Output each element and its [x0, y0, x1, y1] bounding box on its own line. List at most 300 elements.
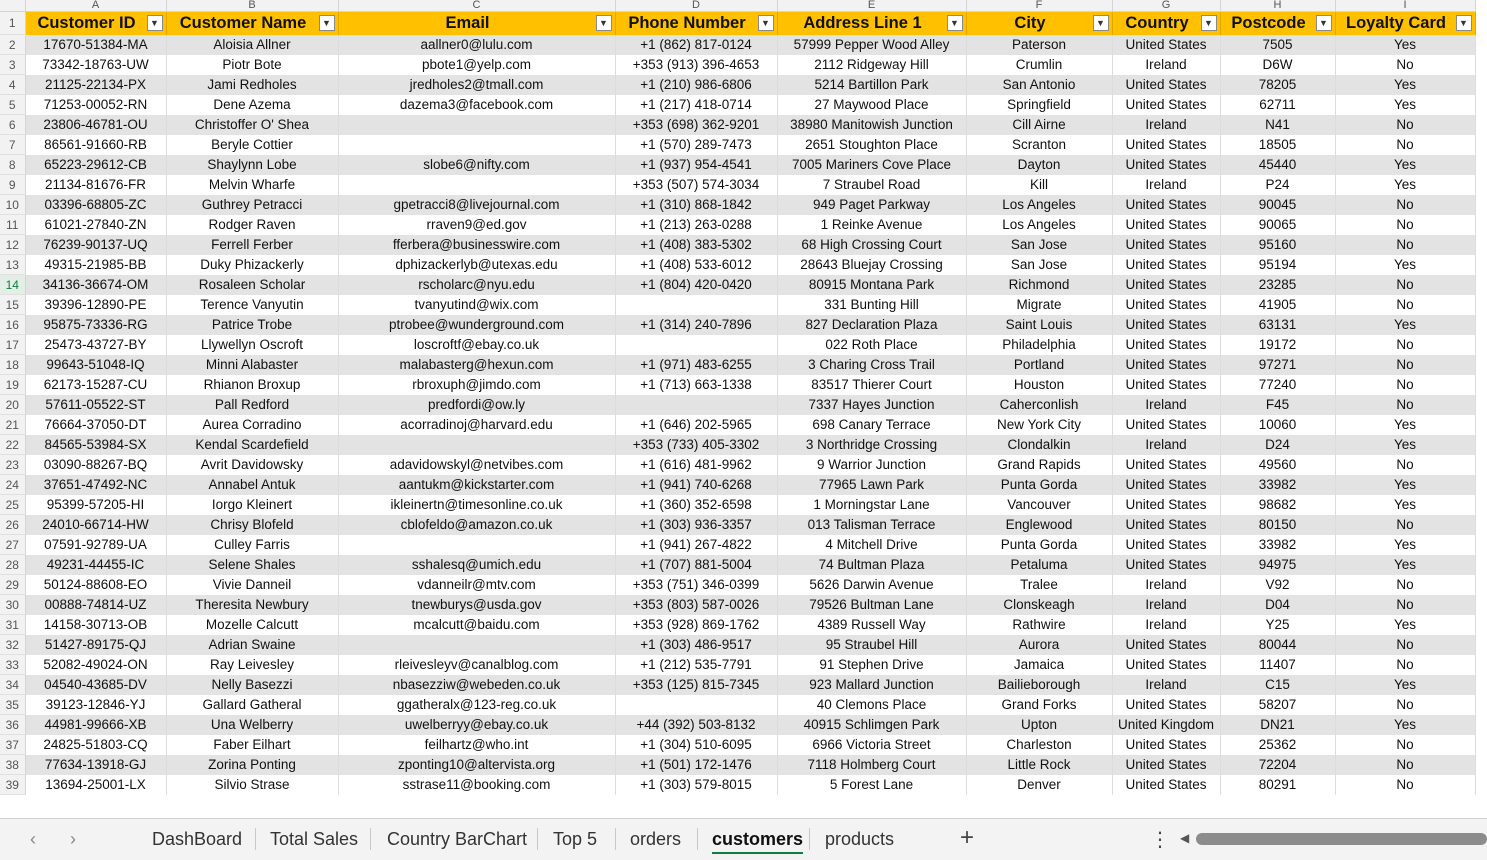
- cell[interactable]: 9 Warrior Junction: [777, 455, 966, 475]
- cell[interactable]: 86561-91660-RB: [25, 135, 166, 155]
- cell[interactable]: 23285: [1220, 275, 1335, 295]
- cell[interactable]: Annabel Antuk: [166, 475, 338, 495]
- cell[interactable]: Nelly Basezzi: [166, 675, 338, 695]
- cell[interactable]: 58207: [1220, 695, 1335, 715]
- cell[interactable]: malabasterg@hexun.com: [338, 355, 615, 375]
- row-number[interactable]: 32: [0, 635, 25, 655]
- cell[interactable]: 13694-25001-LX: [25, 775, 166, 795]
- cell[interactable]: 76664-37050-DT: [25, 415, 166, 435]
- cell[interactable]: gpetracci8@livejournal.com: [338, 195, 615, 215]
- column-letter[interactable]: G: [1112, 0, 1220, 12]
- cell[interactable]: Guthrey Petracci: [166, 195, 338, 215]
- cell[interactable]: 44981-99666-XB: [25, 715, 166, 735]
- cell[interactable]: Saint Louis: [966, 315, 1112, 335]
- cell[interactable]: 4389 Russell Way: [777, 615, 966, 635]
- column-letter[interactable]: C: [338, 0, 615, 12]
- row-number[interactable]: 26: [0, 515, 25, 535]
- cell[interactable]: 90045: [1220, 195, 1335, 215]
- cell[interactable]: 90065: [1220, 215, 1335, 235]
- cell[interactable]: Rodger Raven: [166, 215, 338, 235]
- row-number[interactable]: 19: [0, 375, 25, 395]
- header-cell[interactable]: [338, 12, 615, 35]
- cell[interactable]: Yes: [1335, 255, 1475, 275]
- cell[interactable]: Yes: [1335, 435, 1475, 455]
- cell[interactable]: 7505: [1220, 35, 1335, 55]
- cell[interactable]: 24010-66714-HW: [25, 515, 166, 535]
- cell[interactable]: Upton: [966, 715, 1112, 735]
- add-sheet-icon[interactable]: +: [960, 824, 975, 851]
- cell[interactable]: Petaluma: [966, 555, 1112, 575]
- cell[interactable]: Charleston: [966, 735, 1112, 755]
- cell[interactable]: Adrian Swaine: [166, 635, 338, 655]
- cell[interactable]: +353 (698) 362-9201: [615, 115, 777, 135]
- cell[interactable]: +353 (803) 587-0026: [615, 595, 777, 615]
- cell[interactable]: 45440: [1220, 155, 1335, 175]
- row-number[interactable]: 30: [0, 595, 25, 615]
- cell[interactable]: Yes: [1335, 175, 1475, 195]
- cell[interactable]: Vivie Danneil: [166, 575, 338, 595]
- cell[interactable]: jredholes2@tmall.com: [338, 75, 615, 95]
- sheet-tab-top-5[interactable]: Top 5: [553, 829, 598, 849]
- cell[interactable]: sshalesq@umich.edu: [338, 555, 615, 575]
- cell[interactable]: Ireland: [1112, 615, 1220, 635]
- cell[interactable]: Shaylynn Lobe: [166, 155, 338, 175]
- cell[interactable]: Culley Farris: [166, 535, 338, 555]
- cell[interactable]: DN21: [1220, 715, 1335, 735]
- cell[interactable]: United States: [1112, 635, 1220, 655]
- cell[interactable]: Houston: [966, 375, 1112, 395]
- cell[interactable]: Rathwire: [966, 615, 1112, 635]
- filter-dropdown-icon[interactable]: ▼: [758, 15, 774, 31]
- sheet-tab-orders[interactable]: orders: [630, 829, 682, 849]
- cell[interactable]: 827 Declaration Plaza: [777, 315, 966, 335]
- cell[interactable]: C15: [1220, 675, 1335, 695]
- cell[interactable]: Kill: [966, 175, 1112, 195]
- cell[interactable]: 923 Mallard Junction: [777, 675, 966, 695]
- cell[interactable]: 33982: [1220, 475, 1335, 495]
- cell[interactable]: United States: [1112, 355, 1220, 375]
- cell[interactable]: 77965 Lawn Park: [777, 475, 966, 495]
- cell[interactable]: 7337 Hayes Junction: [777, 395, 966, 415]
- cell[interactable]: 79526 Bultman Lane: [777, 595, 966, 615]
- row-number[interactable]: 38: [0, 755, 25, 775]
- cell[interactable]: 51427-89175-QJ: [25, 635, 166, 655]
- cell[interactable]: No: [1335, 455, 1475, 475]
- cell[interactable]: Iorgo Kleinert: [166, 495, 338, 515]
- cell[interactable]: 11407: [1220, 655, 1335, 675]
- cell[interactable]: ptrobee@wunderground.com: [338, 315, 615, 335]
- cell[interactable]: Yes: [1335, 615, 1475, 635]
- cell[interactable]: Rhianon Broxup: [166, 375, 338, 395]
- cell[interactable]: predfordi@ow.ly: [338, 395, 615, 415]
- sheet-tab-customers[interactable]: customers: [712, 827, 803, 854]
- cell[interactable]: United States: [1112, 255, 1220, 275]
- header-cell[interactable]: [777, 12, 966, 35]
- column-letter[interactable]: E: [777, 0, 966, 12]
- cell[interactable]: 23806-46781-OU: [25, 115, 166, 135]
- row-number[interactable]: 9: [0, 175, 25, 195]
- cell[interactable]: slobe6@nifty.com: [338, 155, 615, 175]
- cell[interactable]: +353 (928) 869-1762: [615, 615, 777, 635]
- cell[interactable]: San Jose: [966, 255, 1112, 275]
- cell[interactable]: Yes: [1335, 75, 1475, 95]
- cell[interactable]: Yes: [1335, 675, 1475, 695]
- header-cell[interactable]: [1335, 12, 1475, 35]
- cell[interactable]: 39396-12890-PE: [25, 295, 166, 315]
- cell[interactable]: No: [1335, 295, 1475, 315]
- cell[interactable]: Yes: [1335, 415, 1475, 435]
- cell[interactable]: No: [1335, 755, 1475, 775]
- cell[interactable]: No: [1335, 335, 1475, 355]
- row-number[interactable]: 36: [0, 715, 25, 735]
- cell[interactable]: 49315-21985-BB: [25, 255, 166, 275]
- cell[interactable]: No: [1335, 575, 1475, 595]
- sheet-tab-total-sales[interactable]: Total Sales: [270, 829, 359, 849]
- cell[interactable]: Avrit Davidowsky: [166, 455, 338, 475]
- cell[interactable]: 68 High Crossing Court: [777, 235, 966, 255]
- cell[interactable]: No: [1335, 395, 1475, 415]
- cell[interactable]: ikleinertn@timesonline.co.uk: [338, 495, 615, 515]
- cell[interactable]: 73342-18763-UW: [25, 55, 166, 75]
- cell[interactable]: United States: [1112, 775, 1220, 795]
- cell[interactable]: Clondalkin: [966, 435, 1112, 455]
- cell[interactable]: Yes: [1335, 555, 1475, 575]
- cell[interactable]: United States: [1112, 655, 1220, 675]
- row-number[interactable]: 37: [0, 735, 25, 755]
- cell[interactable]: 03090-88267-BQ: [25, 455, 166, 475]
- cell[interactable]: Crumlin: [966, 55, 1112, 75]
- cell[interactable]: 10060: [1220, 415, 1335, 435]
- cell[interactable]: United States: [1112, 275, 1220, 295]
- cell[interactable]: United States: [1112, 295, 1220, 315]
- cell[interactable]: +1 (937) 954-4541: [615, 155, 777, 175]
- row-number[interactable]: 35: [0, 695, 25, 715]
- cell[interactable]: Ireland: [1112, 115, 1220, 135]
- cell[interactable]: Yes: [1335, 95, 1475, 115]
- cell[interactable]: Yes: [1335, 495, 1475, 515]
- row-number[interactable]: 39: [0, 775, 25, 795]
- cell[interactable]: Minni Alabaster: [166, 355, 338, 375]
- cell[interactable]: 80291: [1220, 775, 1335, 795]
- cell[interactable]: San Jose: [966, 235, 1112, 255]
- cell[interactable]: dazema3@facebook.com: [338, 95, 615, 115]
- column-letter[interactable]: I: [1335, 0, 1475, 12]
- cell[interactable]: Terence Vanyutin: [166, 295, 338, 315]
- cell[interactable]: 2651 Stoughton Place: [777, 135, 966, 155]
- cell[interactable]: No: [1335, 655, 1475, 675]
- cell[interactable]: +1 (862) 817-0124: [615, 35, 777, 55]
- row-number[interactable]: 34: [0, 675, 25, 695]
- row-number[interactable]: 14: [0, 275, 25, 295]
- cell[interactable]: F45: [1220, 395, 1335, 415]
- row-number[interactable]: 12: [0, 235, 25, 255]
- cell[interactable]: 5626 Darwin Avenue: [777, 575, 966, 595]
- cell[interactable]: Chrisy Blofeld: [166, 515, 338, 535]
- cell[interactable]: Ireland: [1112, 435, 1220, 455]
- cell[interactable]: nbasezziw@webeden.co.uk: [338, 675, 615, 695]
- cell[interactable]: United States: [1112, 135, 1220, 155]
- cell[interactable]: +1 (501) 172-1476: [615, 755, 777, 775]
- cell[interactable]: ggatheralx@123-reg.co.uk: [338, 695, 615, 715]
- cell[interactable]: [338, 115, 615, 135]
- cell[interactable]: D04: [1220, 595, 1335, 615]
- cell[interactable]: San Antonio: [966, 75, 1112, 95]
- cell[interactable]: [615, 335, 777, 355]
- cell[interactable]: 77240: [1220, 375, 1335, 395]
- cell[interactable]: United States: [1112, 155, 1220, 175]
- cell[interactable]: Y25: [1220, 615, 1335, 635]
- cell[interactable]: +1 (408) 533-6012: [615, 255, 777, 275]
- cell[interactable]: 52082-49024-ON: [25, 655, 166, 675]
- cell[interactable]: United States: [1112, 315, 1220, 335]
- cell[interactable]: Dene Azema: [166, 95, 338, 115]
- row-number[interactable]: 7: [0, 135, 25, 155]
- cell[interactable]: mcalcutt@baidu.com: [338, 615, 615, 635]
- cell[interactable]: +1 (213) 263-0288: [615, 215, 777, 235]
- scroll-left-icon[interactable]: ◀: [1180, 831, 1190, 845]
- cell[interactable]: Denver: [966, 775, 1112, 795]
- cell[interactable]: [338, 435, 615, 455]
- cell[interactable]: Dayton: [966, 155, 1112, 175]
- cell[interactable]: United States: [1112, 75, 1220, 95]
- cell[interactable]: 63131: [1220, 315, 1335, 335]
- cell[interactable]: United States: [1112, 35, 1220, 55]
- cell[interactable]: 41905: [1220, 295, 1335, 315]
- cell[interactable]: 71253-00052-RN: [25, 95, 166, 115]
- header-cell[interactable]: [166, 12, 338, 35]
- cell[interactable]: +1 (360) 352-6598: [615, 495, 777, 515]
- cell[interactable]: Los Angeles: [966, 195, 1112, 215]
- cell[interactable]: Mozelle Calcutt: [166, 615, 338, 635]
- cell[interactable]: 80150: [1220, 515, 1335, 535]
- cell[interactable]: 61021-27840-ZN: [25, 215, 166, 235]
- cell[interactable]: 91 Stephen Drive: [777, 655, 966, 675]
- cell[interactable]: Philadelphia: [966, 335, 1112, 355]
- cell[interactable]: 39123-12846-YJ: [25, 695, 166, 715]
- cell[interactable]: vdanneilr@mtv.com: [338, 575, 615, 595]
- cell[interactable]: Ferrell Ferber: [166, 235, 338, 255]
- cell[interactable]: +1 (616) 481-9962: [615, 455, 777, 475]
- cell[interactable]: 3 Charing Cross Trail: [777, 355, 966, 375]
- cell[interactable]: Gallard Gatheral: [166, 695, 338, 715]
- cell[interactable]: Faber Eilhart: [166, 735, 338, 755]
- row-number[interactable]: 20: [0, 395, 25, 415]
- cell[interactable]: 022 Roth Place: [777, 335, 966, 355]
- cell[interactable]: 1 Morningstar Lane: [777, 495, 966, 515]
- cell[interactable]: acorradinoj@harvard.edu: [338, 415, 615, 435]
- row-number[interactable]: 5: [0, 95, 25, 115]
- row-number[interactable]: 15: [0, 295, 25, 315]
- cell[interactable]: 95875-73336-RG: [25, 315, 166, 335]
- cell[interactable]: 5 Forest Lane: [777, 775, 966, 795]
- row-number[interactable]: 27: [0, 535, 25, 555]
- cell[interactable]: +1 (941) 740-6268: [615, 475, 777, 495]
- cell[interactable]: Ireland: [1112, 675, 1220, 695]
- cell[interactable]: No: [1335, 195, 1475, 215]
- row-number[interactable]: 2: [0, 35, 25, 55]
- cell[interactable]: United States: [1112, 335, 1220, 355]
- cell[interactable]: feilhartz@who.int: [338, 735, 615, 755]
- cell[interactable]: [338, 535, 615, 555]
- row-number[interactable]: 1: [0, 12, 25, 35]
- cell[interactable]: [615, 295, 777, 315]
- row-number[interactable]: 22: [0, 435, 25, 455]
- cell[interactable]: 95160: [1220, 235, 1335, 255]
- cell[interactable]: 24825-51803-CQ: [25, 735, 166, 755]
- next-sheet-icon[interactable]: ›: [70, 829, 76, 849]
- cell[interactable]: Bailieborough: [966, 675, 1112, 695]
- row-number[interactable]: 28: [0, 555, 25, 575]
- cell[interactable]: 76239-90137-UQ: [25, 235, 166, 255]
- cell[interactable]: 28643 Bluejay Crossing: [777, 255, 966, 275]
- cell[interactable]: 6966 Victoria Street: [777, 735, 966, 755]
- cell[interactable]: 95399-57205-HI: [25, 495, 166, 515]
- cell[interactable]: No: [1335, 235, 1475, 255]
- cell[interactable]: +1 (570) 289-7473: [615, 135, 777, 155]
- filter-dropdown-icon[interactable]: ▼: [1201, 15, 1217, 31]
- header-cell[interactable]: [615, 12, 777, 35]
- cell[interactable]: Ireland: [1112, 595, 1220, 615]
- cell[interactable]: Rosaleen Scholar: [166, 275, 338, 295]
- cell[interactable]: 19172: [1220, 335, 1335, 355]
- row-number[interactable]: 13: [0, 255, 25, 275]
- cell[interactable]: United States: [1112, 515, 1220, 535]
- cell[interactable]: Christoffer O' Shea: [166, 115, 338, 135]
- filter-dropdown-icon[interactable]: ▼: [947, 15, 963, 31]
- cell[interactable]: +353 (913) 396-4653: [615, 55, 777, 75]
- cell[interactable]: 00888-74814-UZ: [25, 595, 166, 615]
- cell[interactable]: 49560: [1220, 455, 1335, 475]
- cell[interactable]: Selene Shales: [166, 555, 338, 575]
- cell[interactable]: 62711: [1220, 95, 1335, 115]
- cell[interactable]: D24: [1220, 435, 1335, 455]
- cell[interactable]: Ireland: [1112, 575, 1220, 595]
- row-number[interactable]: 4: [0, 75, 25, 95]
- more-options-icon[interactable]: ⋮: [1150, 829, 1170, 851]
- cell[interactable]: United States: [1112, 535, 1220, 555]
- cell[interactable]: N41: [1220, 115, 1335, 135]
- cell[interactable]: No: [1335, 635, 1475, 655]
- cell[interactable]: Punta Gorda: [966, 535, 1112, 555]
- cell[interactable]: V92: [1220, 575, 1335, 595]
- cell[interactable]: 698 Canary Terrace: [777, 415, 966, 435]
- row-number[interactable]: 24: [0, 475, 25, 495]
- cell[interactable]: 17670-51384-MA: [25, 35, 166, 55]
- cell[interactable]: 40915 Schlimgen Park: [777, 715, 966, 735]
- cell[interactable]: New York City: [966, 415, 1112, 435]
- cell[interactable]: 97271: [1220, 355, 1335, 375]
- cell[interactable]: +353 (733) 405-3302: [615, 435, 777, 455]
- cell[interactable]: 57611-05522-ST: [25, 395, 166, 415]
- cell[interactable]: rbroxuph@jimdo.com: [338, 375, 615, 395]
- cell[interactable]: +1 (217) 418-0714: [615, 95, 777, 115]
- cell[interactable]: Patrice Trobe: [166, 315, 338, 335]
- cell[interactable]: United States: [1112, 755, 1220, 775]
- cell[interactable]: P24: [1220, 175, 1335, 195]
- cell[interactable]: Yes: [1335, 315, 1475, 335]
- header-cell[interactable]: [25, 12, 166, 35]
- cell[interactable]: 4 Mitchell Drive: [777, 535, 966, 555]
- cell[interactable]: 2112 Ridgeway Hill: [777, 55, 966, 75]
- cell[interactable]: Vancouver: [966, 495, 1112, 515]
- filter-dropdown-icon[interactable]: ▼: [1456, 15, 1472, 31]
- cell[interactable]: 18505: [1220, 135, 1335, 155]
- cell[interactable]: Jamaica: [966, 655, 1112, 675]
- cell[interactable]: 74 Bultman Plaza: [777, 555, 966, 575]
- column-letter[interactable]: F: [966, 0, 1112, 12]
- cell[interactable]: Pall Redford: [166, 395, 338, 415]
- cell[interactable]: 949 Paget Parkway: [777, 195, 966, 215]
- horizontal-scrollbar[interactable]: [1196, 833, 1487, 845]
- cell[interactable]: +1 (310) 868-1842: [615, 195, 777, 215]
- filter-dropdown-icon[interactable]: ▼: [596, 15, 612, 31]
- cell[interactable]: Ray Leivesley: [166, 655, 338, 675]
- cell[interactable]: +1 (210) 986-6806: [615, 75, 777, 95]
- cell[interactable]: +1 (941) 267-4822: [615, 535, 777, 555]
- cell[interactable]: No: [1335, 775, 1475, 795]
- cell[interactable]: Aurea Corradino: [166, 415, 338, 435]
- cell[interactable]: Migrate: [966, 295, 1112, 315]
- cell[interactable]: cblofeldo@amazon.co.uk: [338, 515, 615, 535]
- row-number[interactable]: 6: [0, 115, 25, 135]
- sheet-tab-country-barchart[interactable]: Country BarChart: [387, 829, 528, 849]
- cell[interactable]: +1 (314) 240-7896: [615, 315, 777, 335]
- cell[interactable]: United States: [1112, 95, 1220, 115]
- cell[interactable]: No: [1335, 355, 1475, 375]
- prev-sheet-icon[interactable]: ‹: [30, 829, 36, 849]
- cell[interactable]: United States: [1112, 415, 1220, 435]
- cell[interactable]: tnewburys@usda.gov: [338, 595, 615, 615]
- cell[interactable]: +1 (304) 510-6095: [615, 735, 777, 755]
- cell[interactable]: United States: [1112, 235, 1220, 255]
- cell[interactable]: United States: [1112, 455, 1220, 475]
- cell[interactable]: +1 (303) 486-9517: [615, 635, 777, 655]
- cell[interactable]: 1 Reinke Avenue: [777, 215, 966, 235]
- column-letter[interactable]: A: [25, 0, 166, 12]
- cell[interactable]: 14158-30713-OB: [25, 615, 166, 635]
- cell[interactable]: 013 Talisman Terrace: [777, 515, 966, 535]
- cell[interactable]: Clonskeagh: [966, 595, 1112, 615]
- cell[interactable]: +1 (646) 202-5965: [615, 415, 777, 435]
- cell[interactable]: Kendal Scardefield: [166, 435, 338, 455]
- cell[interactable]: loscroftf@ebay.co.uk: [338, 335, 615, 355]
- cell[interactable]: 94975: [1220, 555, 1335, 575]
- cell[interactable]: Theresita Newbury: [166, 595, 338, 615]
- cell[interactable]: +353 (125) 815-7345: [615, 675, 777, 695]
- cell[interactable]: 37651-47492-NC: [25, 475, 166, 495]
- cell[interactable]: Yes: [1335, 155, 1475, 175]
- cell[interactable]: fferbera@businesswire.com: [338, 235, 615, 255]
- cell[interactable]: Una Welberry: [166, 715, 338, 735]
- cell[interactable]: United States: [1112, 695, 1220, 715]
- cell[interactable]: United States: [1112, 215, 1220, 235]
- cell[interactable]: 40 Clemons Place: [777, 695, 966, 715]
- cell[interactable]: United States: [1112, 475, 1220, 495]
- cell[interactable]: Yes: [1335, 35, 1475, 55]
- cell[interactable]: 49231-44455-IC: [25, 555, 166, 575]
- header-cell[interactable]: [1220, 12, 1335, 35]
- cell[interactable]: +1 (303) 579-8015: [615, 775, 777, 795]
- filter-dropdown-icon[interactable]: ▼: [1316, 15, 1332, 31]
- cell[interactable]: Springfield: [966, 95, 1112, 115]
- row-number[interactable]: 31: [0, 615, 25, 635]
- sheet-tab-products[interactable]: products: [825, 829, 895, 849]
- cell[interactable]: United States: [1112, 375, 1220, 395]
- cell[interactable]: 27 Maywood Place: [777, 95, 966, 115]
- cell[interactable]: +1 (408) 383-5302: [615, 235, 777, 255]
- row-number[interactable]: 33: [0, 655, 25, 675]
- cell[interactable]: +1 (303) 936-3357: [615, 515, 777, 535]
